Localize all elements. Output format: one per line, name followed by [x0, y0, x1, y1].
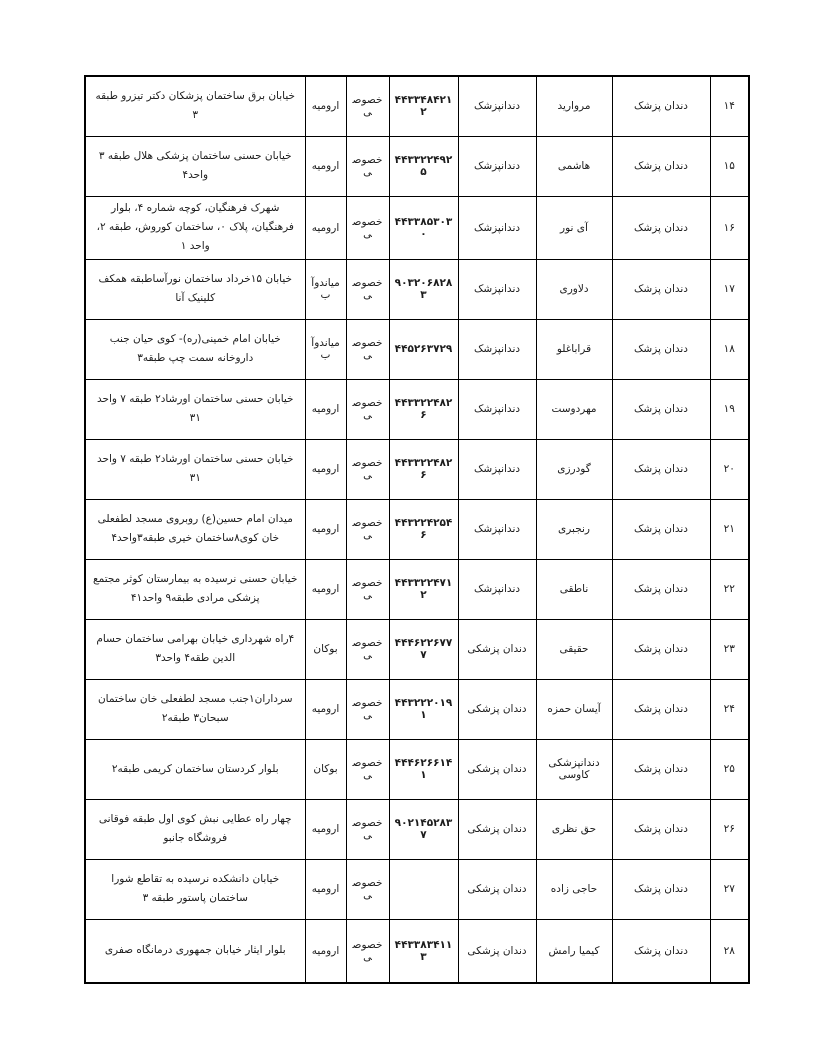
cell-category: دندان پزشک [612, 259, 710, 319]
cell-row-number: ۱۴ [710, 76, 749, 136]
cell-specialty: دندان پزشکی [458, 799, 536, 859]
cell-name: ناطقی [536, 559, 612, 619]
cell-category: دندان پزشک [612, 919, 710, 983]
table-row [85, 739, 749, 799]
cell-city: ارومیه [305, 76, 346, 136]
cell-category: دندان پزشک [612, 859, 710, 919]
cell-phone: ۴۴۳۳۲۲۴۹۲۵ [389, 136, 458, 196]
cell-city: ارومیه [305, 559, 346, 619]
cell-address: خیابان حسنی ساختمان اورشاد۲ طبقه ۷ واحد ۳۱ [85, 439, 305, 499]
table-body [85, 76, 749, 983]
cell-row-number: ۱۹ [710, 379, 749, 439]
cell-ownership: خصوصی [346, 619, 389, 679]
cell-city: ارومیه [305, 196, 346, 259]
table-row [85, 136, 749, 196]
cell-row-number: ۱۶ [710, 196, 749, 259]
cell-phone: ۴۴۳۳۸۳۴۱۱۳ [389, 919, 458, 983]
cell-city: ارومیه [305, 859, 346, 919]
cell-name: حاجی زاده [536, 859, 612, 919]
cell-category: دندان پزشک [612, 799, 710, 859]
cell-phone [389, 859, 458, 919]
cell-category: دندان پزشک [612, 619, 710, 679]
cell-category: دندان پزشک [612, 679, 710, 739]
cell-name: حقیقی [536, 619, 612, 679]
cell-city: ارومیه [305, 379, 346, 439]
cell-specialty: دندانپزشک [458, 499, 536, 559]
cell-row-number: ۲۴ [710, 679, 749, 739]
cell-ownership: خصوصی [346, 859, 389, 919]
cell-category: دندان پزشک [612, 319, 710, 379]
cell-category: دندان پزشک [612, 136, 710, 196]
cell-ownership: خصوصی [346, 499, 389, 559]
cell-ownership: خصوصی [346, 439, 389, 499]
cell-specialty: دندانپزشک [458, 76, 536, 136]
cell-ownership: خصوصی [346, 196, 389, 259]
cell-address: بلوار کردستان ساختمان کریمی طبقه۲ [85, 739, 305, 799]
cell-specialty: دندان پزشکی [458, 739, 536, 799]
cell-ownership: خصوصی [346, 919, 389, 983]
cell-specialty: دندان پزشکی [458, 679, 536, 739]
cell-phone: ۴۴۳۳۸۵۳۰۳۰ [389, 196, 458, 259]
cell-name: دندانپزشکی کاوسی [536, 739, 612, 799]
table-row [85, 319, 749, 379]
table-row [85, 379, 749, 439]
cell-name: مهردوست [536, 379, 612, 439]
cell-specialty: دندانپزشک [458, 259, 536, 319]
cell-phone: ۹۰۳۲۰۶۸۲۸۳ [389, 259, 458, 319]
cell-address: خیابان حسنی ساختمان اورشاد۲ طبقه ۷ واحد ۳۱ [85, 379, 305, 439]
cell-phone: ۴۴۳۳۲۲۴۷۱۲ [389, 559, 458, 619]
cell-name: آی نور [536, 196, 612, 259]
cell-phone: ۴۴۵۲۶۳۷۲۹ [389, 319, 458, 379]
cell-ownership: خصوصی [346, 136, 389, 196]
cell-phone: ۴۴۴۶۲۶۶۱۴۱ [389, 739, 458, 799]
cell-address: خیابان ۱۵خرداد ساختمان نورآساطبقه همکف کلینیک آنا [85, 259, 305, 319]
table-row [85, 76, 749, 136]
cell-phone: ۴۴۴۶۲۲۶۷۷۷ [389, 619, 458, 679]
cell-row-number: ۲۷ [710, 859, 749, 919]
cell-ownership: خصوصی [346, 679, 389, 739]
cell-specialty: دندان پزشکی [458, 619, 536, 679]
cell-category: دندان پزشک [612, 559, 710, 619]
cell-row-number: ۲۲ [710, 559, 749, 619]
dentists-table [84, 75, 750, 984]
cell-name: کیمیا رامش [536, 919, 612, 983]
cell-row-number: ۲۰ [710, 439, 749, 499]
cell-category: دندان پزشک [612, 439, 710, 499]
cell-specialty: دندانپزشک [458, 379, 536, 439]
cell-name: قراباغلو [536, 319, 612, 379]
cell-ownership: خصوصی [346, 799, 389, 859]
cell-category: دندان پزشک [612, 499, 710, 559]
cell-category: دندان پزشک [612, 379, 710, 439]
cell-address: خیابان حسنی ساختمان پزشکی هلال طبقه ۳ واحد۴ [85, 136, 305, 196]
table-row [85, 919, 749, 983]
cell-phone: ۴۴۳۲۲۲۰۱۹۱ [389, 679, 458, 739]
cell-ownership: خصوصی [346, 379, 389, 439]
cell-address: خیابان حسنی نرسیده به بیمارستان کوثر مجتمع پزشکی مرادی طبقه۹ واحد۴۱ [85, 559, 305, 619]
cell-address: شهرک فرهنگیان، کوچه شماره ۴، بلوار فرهنگیان، پلاک ۰، ساختمان کوروش، طبقه ۲، واحد ۱ [85, 196, 305, 259]
cell-specialty: دندان پزشکی [458, 859, 536, 919]
table-row [85, 799, 749, 859]
cell-category: دندان پزشک [612, 196, 710, 259]
cell-city: ارومیه [305, 439, 346, 499]
cell-category: دندان پزشک [612, 739, 710, 799]
cell-category: دندان پزشک [612, 76, 710, 136]
cell-address: خیابان برق ساختمان پزشکان دکتر تیزرو طبقه ۳ [85, 76, 305, 136]
cell-specialty: دندانپزشک [458, 136, 536, 196]
cell-phone: ۹۰۲۱۴۵۲۸۳۷ [389, 799, 458, 859]
cell-name: هاشمی [536, 136, 612, 196]
cell-address: خیابان امام خمینی(ره)- کوی حیان جنب داروخانه سمت چپ طبقه۳ [85, 319, 305, 379]
table-row [85, 196, 749, 259]
cell-city: ارومیه [305, 679, 346, 739]
cell-name: مروارید [536, 76, 612, 136]
cell-row-number: ۱۵ [710, 136, 749, 196]
cell-name: دلاوری [536, 259, 612, 319]
table-row [85, 619, 749, 679]
cell-address: میدان امام حسین(ع) روبروی مسجد لطفعلی خان کوی۸ساختمان خیری طبقه۳واحد۴ [85, 499, 305, 559]
cell-city: میاندوآب [305, 319, 346, 379]
cell-ownership: خصوصی [346, 76, 389, 136]
cell-address: ۴راه شهرداری خیابان بهرامی ساختمان حسام الدین طقه۴ واحد۳ [85, 619, 305, 679]
cell-row-number: ۱۷ [710, 259, 749, 319]
cell-row-number: ۲۸ [710, 919, 749, 983]
cell-ownership: خصوصی [346, 559, 389, 619]
table-row [85, 439, 749, 499]
cell-ownership: خصوصی [346, 739, 389, 799]
cell-name: حق نظری [536, 799, 612, 859]
cell-specialty: دندانپزشک [458, 559, 536, 619]
cell-ownership: خصوصی [346, 259, 389, 319]
table-row [85, 259, 749, 319]
table-row [85, 679, 749, 739]
cell-ownership: خصوصی [346, 319, 389, 379]
cell-address: چهار راه عطایی نبش کوی اول طبقه فوقانی فروشگاه جانبو [85, 799, 305, 859]
cell-city: ارومیه [305, 919, 346, 983]
cell-name: رنجبری [536, 499, 612, 559]
cell-row-number: ۲۱ [710, 499, 749, 559]
cell-city: بوکان [305, 739, 346, 799]
table-row [85, 859, 749, 919]
cell-phone: ۴۴۳۲۲۴۲۵۴۶ [389, 499, 458, 559]
cell-address: خیابان دانشکده نرسیده به تقاطع شورا ساختمان پاستور طبقه ۳ [85, 859, 305, 919]
cell-address: سرداران۱جنب مسجد لطفعلی خان ساختمان سبحان۳ طبقه۲ [85, 679, 305, 739]
cell-row-number: ۱۸ [710, 319, 749, 379]
cell-specialty: دندانپزشک [458, 439, 536, 499]
cell-city: ارومیه [305, 136, 346, 196]
cell-city: ارومیه [305, 799, 346, 859]
cell-address: بلوار ایثار خیابان جمهوری درمانگاه صفری [85, 919, 305, 983]
cell-specialty: دندان پزشکی [458, 919, 536, 983]
cell-city: میاندوآب [305, 259, 346, 319]
cell-row-number: ۲۶ [710, 799, 749, 859]
cell-name: گودرزی [536, 439, 612, 499]
cell-specialty: دندانپزشک [458, 319, 536, 379]
cell-row-number: ۲۳ [710, 619, 749, 679]
cell-phone: ۴۴۳۳۴۸۴۲۱۲ [389, 76, 458, 136]
cell-city: ارومیه [305, 499, 346, 559]
cell-name: آیسان حمزه [536, 679, 612, 739]
cell-phone: ۴۴۳۳۲۲۴۸۲۶ [389, 439, 458, 499]
cell-row-number: ۲۵ [710, 739, 749, 799]
table-row [85, 559, 749, 619]
cell-city: بوکان [305, 619, 346, 679]
cell-phone: ۴۴۳۳۲۲۴۸۲۶ [389, 379, 458, 439]
table-row [85, 499, 749, 559]
cell-specialty: دندانپزشک [458, 196, 536, 259]
